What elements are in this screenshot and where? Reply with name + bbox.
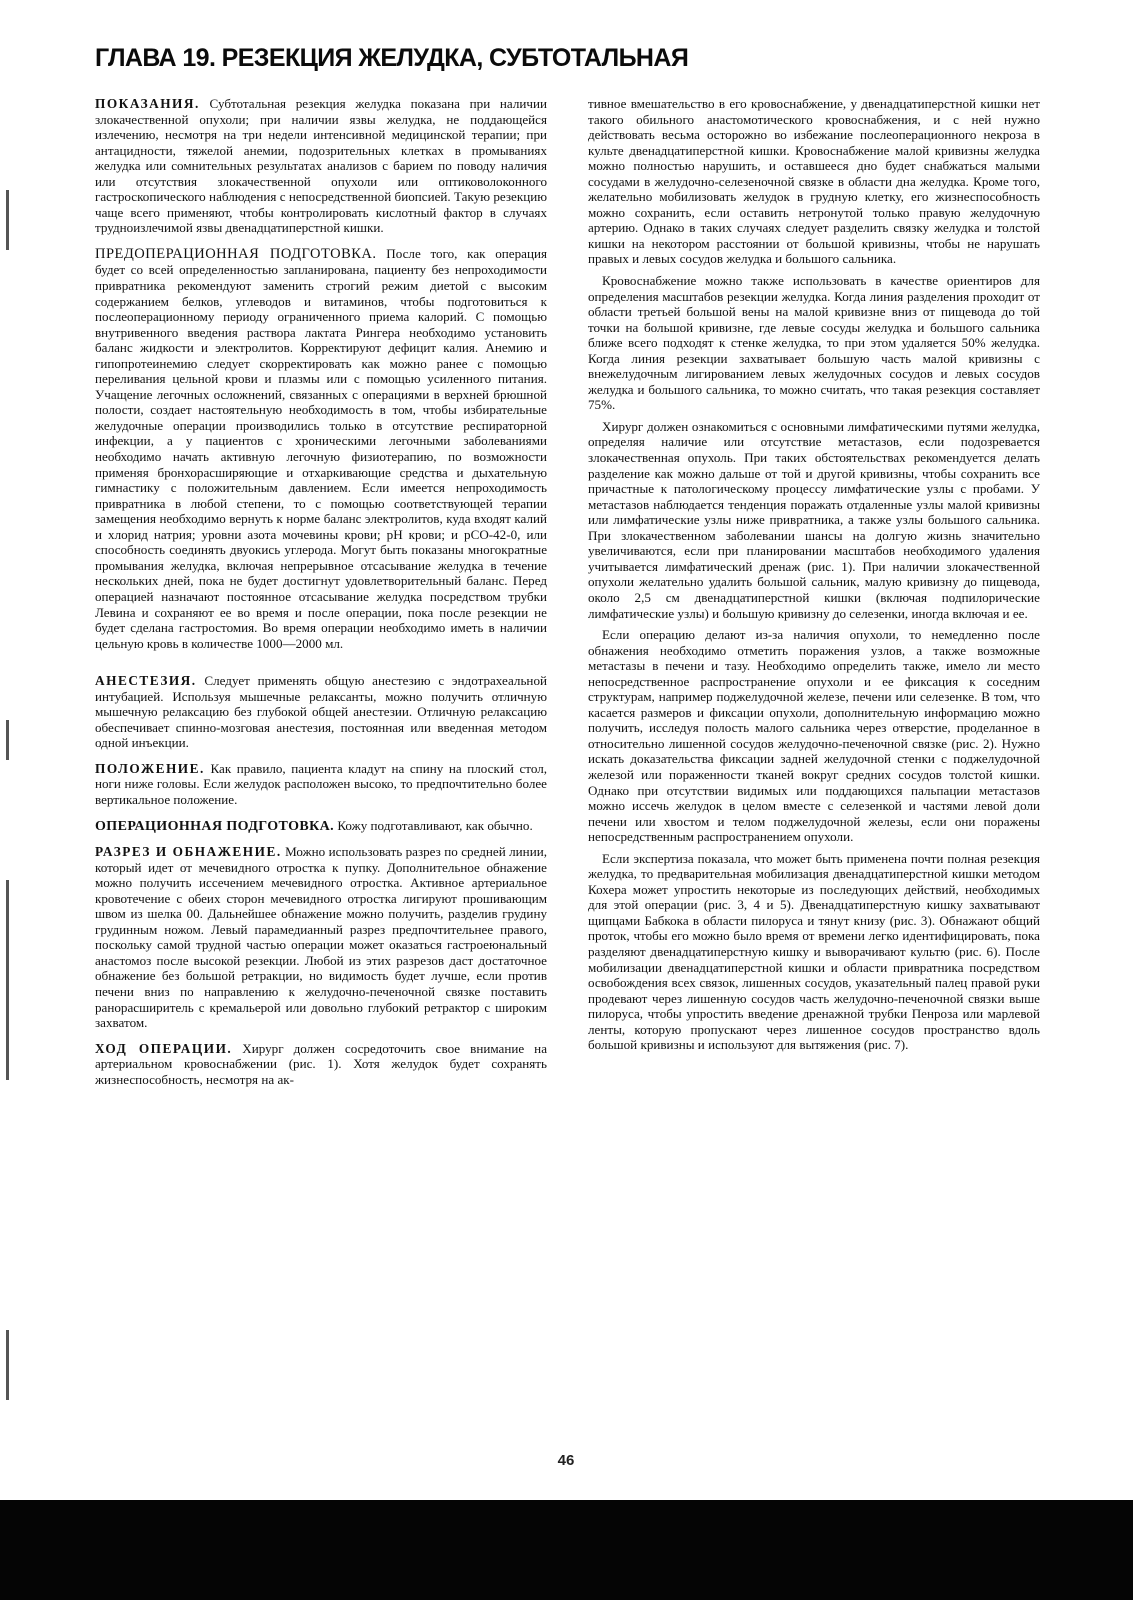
section-heading: ОПЕРАЦИОННАЯ ПОДГОТОВКА.: [95, 818, 335, 834]
scan-bottom-band: [0, 1500, 1133, 1600]
section-heading: ПОКАЗАНИЯ.: [95, 96, 200, 111]
section-position: [95, 761, 547, 808]
section-text: Следует применять общую анестезию с эндотрахеальной интубацией. Используя мышечные релаксанты, можно получить отличную мышечную релаксацию без глубокой общей анестезии. Отличную релаксацию обеспечивает спинно-мозговая анестезия, постоянная или введенная методом одной инъекции.: [95, 673, 547, 751]
paragraph: тивное вмешательство в его кровоснабжение, у двенадцатиперстной кишки нет такого обильного анастомотического кровоснабжения, и с ней нужно действовать весьма осторожно во избежание послеоперационного некроза в культе двенадцатиперстной кишки. Кровоснабжение малой кривизны желудка можно полностью нарушить, и оставшееся дно будет снабжаться малыми сосудами в желудочно-селезеночной связке в области дна желудка. Кроме того, желательно мобилизовать желудок в грудную клетку, его жизнеспособность можно сохранить, если оставить нетронутой только правую желудочную артерию. Однако в таких случаях следует разделить связку желудка и толстой кишки на некотором расстоянии от большой кривизны, чтобы не нарушать правых и левых сосудов желудка и большого сальника.: [588, 96, 1040, 267]
section-text: Можно использовать разрез по средней линии, который идет от мечевидного отростка к пупку. Дополнительное обнажение можно получить иссечением мечевидного отростка. Активное артериальное кровотечение с обеих сторон мечевидного отростка лигируют прошивающим швом из шелка 00. Дальнейшее обнажение можно получить, разделив грудину грудинным ножом. Левый парамедианный разрез предпочтительнее правого, поскольку самой трудной частью операции может оказаться гастроеюнальный анастомоз после высокой резекции. Любой из этих разрезов даст достаточное обнажение без большой ретракции, но видимость будет лучше, если против печени вниз по направлению к желудочно-печеночной связке поставить ранорасширитель с кремальерой или довольно глубокий ретрактор с широким захватом.: [95, 844, 547, 1031]
section-text: После того, как операция будет со всей определенностью запланирована, пациенту без непроходимости привратника рекомендуют заменить строгий режим диетой с высоким содержанием белков, углеводов и витаминов, чтобы подготовиться к послеоперационному периоду ограниченного приема калорий. С помощью внутривенного введения раствора лактата Рингера необходимо установить баланс жидкости и электролитов. Корректируют дефицит калия. Анемию и гипопротеинемию следует скорректировать как можно ранее с помощью переливания цельной крови и плазмы или с помощью усиленного питания. Учащение легочных осложнений, связанных с операциями в верхней брюшной полости, создает настоятельную необходимость в том, чтобы избирательные желудочные операции производились только в отсутствие респираторной инфекции, а у пациентов с хроническими легочными заболеваниями необходимо начать активную легочную физиотерапию, по возможности применяя бронхорасширяющие и отхаркивающие средства и дыхательную гимнастику с положительным давлением. Если имеется непроходимость привратника в любой степени, то с помощью соответствующей терапии замещения необходимо вернуть к норме баланс электролитов, куда входят калий и хлорид натрия; уровни азота мочевины крови; pH крови; и pCO-42-0, или способность соединять двуокись углерода. Могут быть показаны многократные промывания желудка, включая непрерывное отсасывание желудка в течение нескольких дней, пока не будет достигнут удовлетворительный баланс. Перед операцией назначают постоянное отсасывание желудка посредством трубки Левина и сохраняют ее во время и после операции, пока после резекции не будет сделана гастростомия. Во время операции необходимо иметь в наличии цельную кровь в количестве 1000—2000 мл.: [95, 245, 547, 651]
section-text: Как правило, пациента кладут на спину на плоский стол, ноги ниже головы. Если желудок расположен высоко, то предпочтительно более вертикальное положение.: [95, 760, 547, 807]
section-anesthesia: [95, 673, 547, 751]
page-title: ГЛАВА 19. РЕЗЕКЦИЯ ЖЕЛУДКА, СУБТОТАЛЬНАЯ: [95, 44, 689, 72]
scan-margin-mark: [6, 880, 9, 1080]
paragraph: Если экспертиза показала, что может быть применена почти полная резекция желудка, то предварительная мобилизация двенадцатиперстной кишки методом Кохера может упростить некоторые из последующих действий, необходимых для этой операции (рис. 3, 4 и 5). Двенадцатиперстную кишку захватывают щипцами Бабкока в области пилоруса и тянут книзу (рис. 3). Обнажают общий проток, чтобы его можно было время от времени легко идентифицировать, пока разделяют двенадцатиперстную кишку и выворачивают культю (рис. 6). После мобилизации двенадцатиперстной кишки и области привратника посредством освобождения всех связок, лишенных сосудов, указательный палец правой руки продевают через лишенную сосудов часть желудочно-печеночной связки выше пилоруса, чтобы упростить введение дренажной трубки Пенроза или марлевой ленты, которую пропускают через лишенное сосудов пространство вдоль большой кривизны и используют для вытяжения (рис. 7).: [588, 850, 1040, 1053]
page-number: 46: [557, 1452, 575, 1469]
paragraph: Если операцию делают из-за наличия опухоли, то немедленно после обнажения необходимо отметить поражения узлов, а также возможные метастазы в печени и тазу. Необходимо определить также, имело ли место непосредственное распространение опухоли и ее фиксация к соседним структурам, например поджелудочной железе, печени или селезенке. В том, что касается размеров и фиксации опухоли, дополнительную информацию можно получить, исследуя полость малого сальника через отверстие, проделанное в относительно лишенной сосудов желудочно-печеночной связке (рис. 2). Нужно искать доказательства фиксации задней желудочной стенки с поджелудочной железой или пораженности тканей вокруг средних сосудов толстой кишки. Однако при отсутствии видимых или поддающихся пальпации метастазов можно иссечь желудок в целом вместе с селезенкой и частями левой доли печени или хвостом и телом поджелудочной железы, если они поражены непосредственным распространением опухоли.: [588, 627, 1040, 845]
section-heading: ПОЛОЖЕНИЕ.: [95, 760, 205, 776]
paragraph: Кровоснабжение можно также использовать в качестве ориентиров для определения масштабов резекции желудка. Когда линия разделения проходит от области третьей большой вены на малой кривизне вниз от пищевода до той точки на большой кривизне, где левые сосуды желудка и большого сальника ближе всего подходят к стенке желудка, то при этом удаляется 50% желудка. Когда линия резекции захватывает большую часть малой кривизны с внежелудочным лигированием левых желудочных сосудов и левых сосудов желудка и большого сальника, то можно считать, что такая резекция составляет 75%.: [588, 273, 1040, 413]
scan-margin-mark: [6, 1330, 9, 1400]
section-heading: ПРЕДОПЕРАЦИОННАЯ ПОДГОТОВКА.: [95, 245, 377, 262]
section-text: Хирург должен сосредоточить свое внимание на артериальном кровоснабжении (рис. 1). Хотя желудок будет сохранять жизнеспособность, несмотря на ак-: [95, 1040, 547, 1087]
left-column: [95, 96, 547, 1434]
section-text: Субтотальная резекция желудка показана при наличии злокачественной опухоли; при наличии язвы желудка, не поддающейся излечению, несмотря на три недели интенсивной медицинской терапии; при антацидности, тяжелой анемии, подозрительных клетках в промываниях желудка или сомнительных результатах анализов с барием по поводу наличия или отсутствия злокачественной опухоли или оптиковолоконного гастроскопического наблюдения с непосредственной биопсией. Такую резекцию чаще всего применяют, чтобы контролировать кислотный фактор в случаях трудноизлечимой язвы двенадцатиперстной кишки.: [95, 96, 547, 236]
scan-margin-mark: [6, 720, 9, 760]
section-heading: ХОД ОПЕРАЦИИ.: [95, 1040, 233, 1056]
paragraph: Хирург должен ознакомиться с основными лимфатическими путями желудка, определяя наличие или отсутствие метастазов, если подозревается злокачественная опухоль. При таких обстоятельствах рекомендуется делать разделение как можно дальше от той и другой кривизны, чтобы сохранить все причастные к патологическому процессу лимфатические узлы с пробами. У метастазов наблюдается тенденция поражать отдаленные узлы малой кривизны или лимфатические узлы ниже привратника, а также узлы большого сальника. При злокачественном заболевании шансы на долгую жизнь значительно увеличиваются, если при планировании масштабов необходимого удаления учитывается лимфатический дренаж (рис. 1). При наличии злокачественной опухоли желательно удалить большой сальник, малую кривизну до пищевода, около 2,5 см двенадцатиперстной кишки (включая подпилорические лимфатические узлы) и большую кривизну до селезенки, иногда включая и ее.: [588, 418, 1040, 621]
section-incision: [95, 844, 547, 1031]
right-column: [588, 96, 1040, 1436]
section-preop: [95, 246, 547, 651]
section-prep: [95, 818, 547, 835]
section-text: Кожу подготавливают, как обычно.: [337, 817, 533, 833]
scan-margin-mark: [6, 190, 9, 250]
section-heading: РАЗРЕЗ И ОБНАЖЕНИЕ.: [95, 844, 282, 860]
section-indications: [95, 96, 547, 236]
section-procedure: [95, 1041, 547, 1088]
section-heading: АНЕСТЕЗИЯ.: [95, 673, 197, 689]
